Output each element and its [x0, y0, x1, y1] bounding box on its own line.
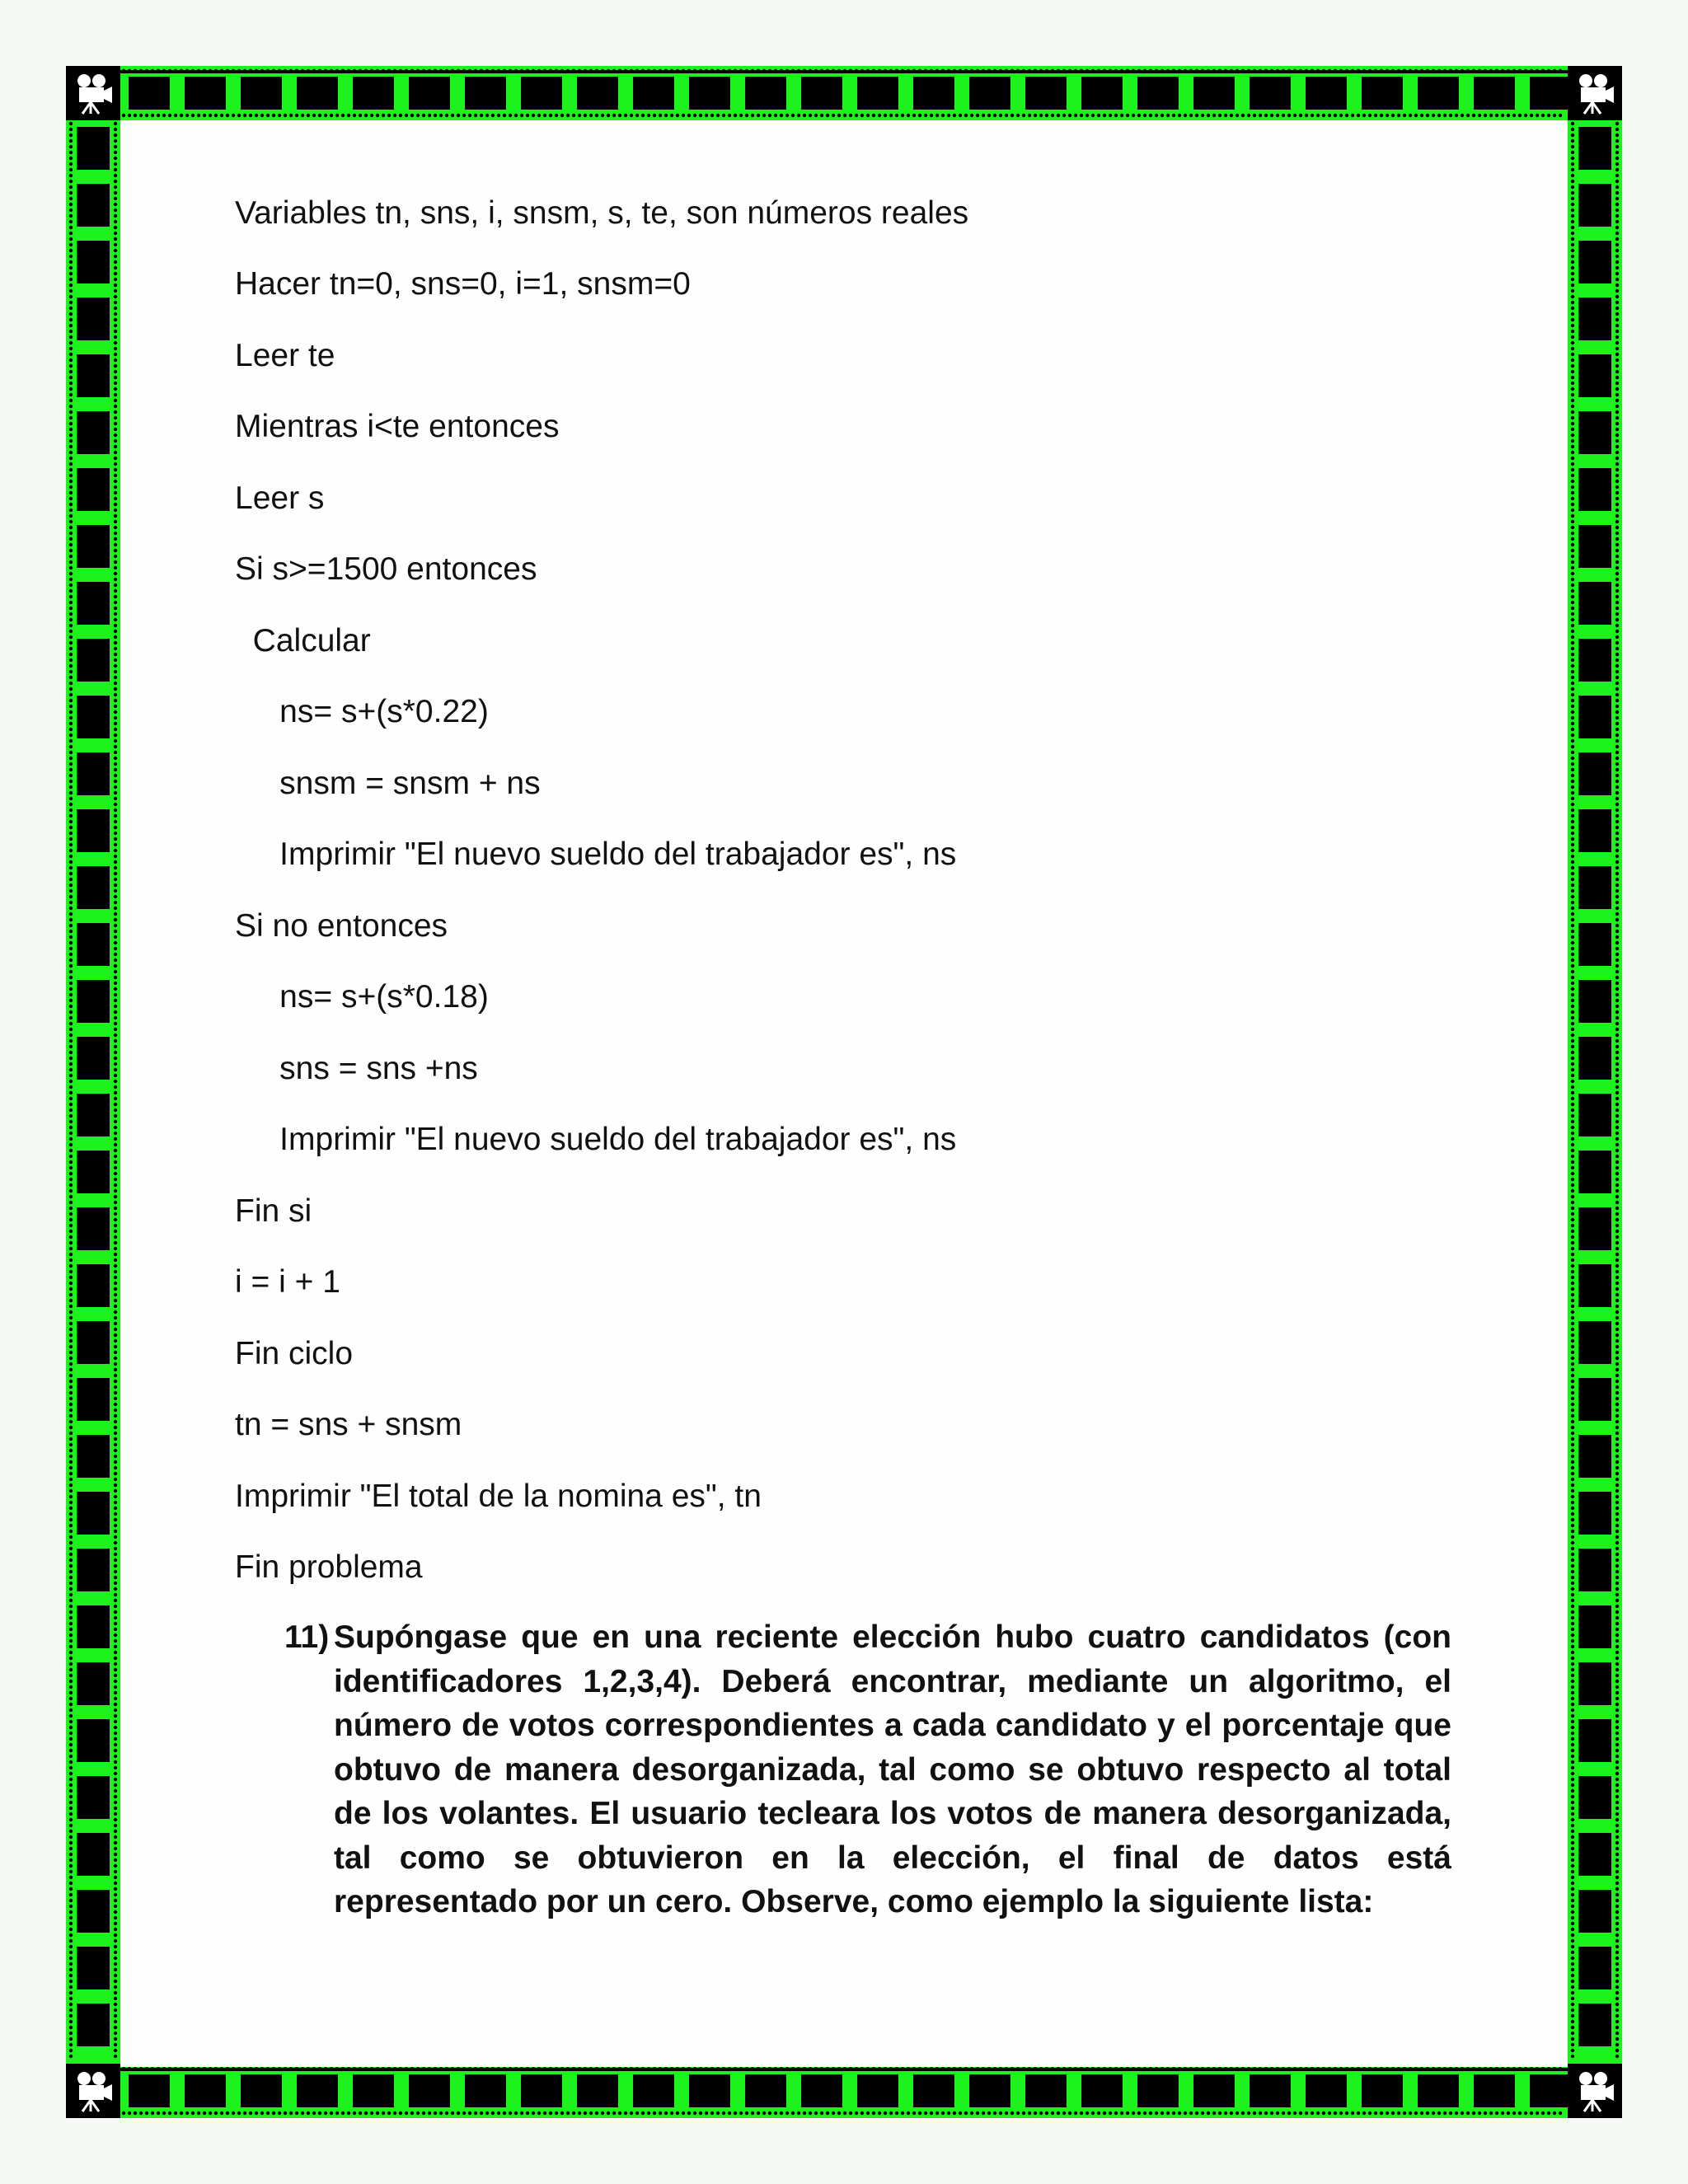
movie-camera-icon — [1568, 2064, 1622, 2118]
movie-camera-icon — [1568, 66, 1622, 120]
code-line: i = i + 1 — [235, 1264, 340, 1300]
movie-camera-icon — [66, 2064, 120, 2118]
code-line: Si s>=1500 entonces — [235, 551, 537, 587]
problem-number: 11) — [284, 1619, 330, 1655]
code-line: Si no entonces — [235, 908, 448, 944]
code-line: Leer s — [235, 480, 325, 516]
problem-text: Supóngase que en una reciente elección hubo cuatro candidatos (con identificadores 1,2,3,4). Deberá encontrar, mediante un algoritmo, el número de votos correspondientes a cada candidato y el porcentaje que obtuvo de manera desorganizada, tal como se obtuvo respecto al total de los volantes. El usuario tecleara los votos de manera desorganizada, tal como se obtuvieron en la elección, el final de datos está representado por un cero. Observe, como ejemplo la siguiente lista: — [334, 1619, 1451, 1919]
code-line: Variables tn, sns, i, snsm, s, te, son números reales — [235, 195, 969, 231]
code-line: Imprimir "El nuevo sueldo del trabajador es", ns — [235, 837, 957, 872]
code-line: Imprimir "El total de la nomina es", tn — [235, 1479, 762, 1514]
code-line: tn = sns + snsm — [235, 1407, 462, 1442]
code-line: Hacer tn=0, sns=0, i=1, snsm=0 — [235, 266, 691, 302]
code-line: Calcular — [235, 623, 371, 658]
code-line: Fin problema — [235, 1549, 423, 1585]
code-line: Mientras i<te entonces — [235, 409, 560, 444]
problem-statement — [284, 1615, 1451, 1924]
code-line: Fin si — [235, 1193, 312, 1229]
code-line: Fin ciclo — [235, 1336, 354, 1371]
code-line: ns= s+(s*0.18) — [235, 979, 489, 1015]
code-line: Leer te — [235, 338, 335, 373]
code-line: ns= s+(s*0.22) — [235, 694, 489, 729]
code-line: Imprimir "El nuevo sueldo del trabajador es", ns — [235, 1122, 957, 1157]
code-line: snsm = snsm + ns — [235, 766, 541, 801]
movie-camera-icon — [66, 66, 120, 120]
code-line: sns = sns +ns — [235, 1051, 478, 1086]
